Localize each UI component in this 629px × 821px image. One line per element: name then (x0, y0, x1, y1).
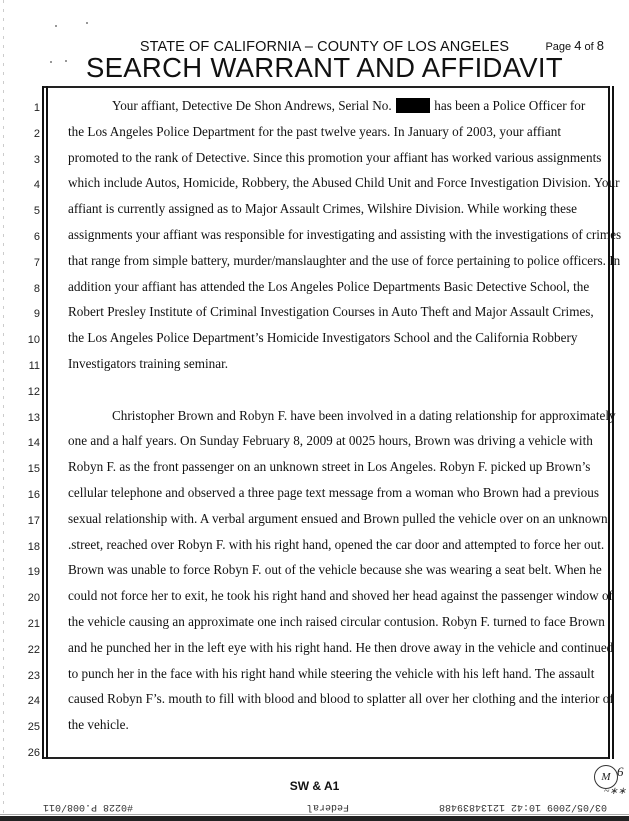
body-line: caused Robyn F’s. mouth to fill with blood and blood to splatter all over her clothing and the interior of (68, 691, 614, 707)
line-number: 19 (27, 566, 40, 579)
body-line (112, 98, 585, 114)
body-line: .street, reached over Robyn F. with his right hand, opened the car door and attempted to force her out. (68, 536, 605, 552)
line-number: 4 (33, 179, 40, 192)
redaction-box (396, 98, 430, 113)
line-number: 10 (27, 334, 40, 347)
initials-stamp: M (594, 765, 618, 789)
fax-sender: Federal (306, 801, 349, 812)
body-line: promoted to the rank of Detective. Since this promotion your affiant has worked various assignments (68, 149, 602, 165)
body-line: Robert Presley Institute of Criminal Investigation Courses in Auto Theft and Major Assault Crimes, (68, 304, 594, 320)
page-of: of (584, 41, 594, 53)
line-number: 17 (27, 514, 40, 527)
left-double-rule (42, 86, 48, 759)
line-number: 6 (33, 231, 40, 243)
body-line: to punch her in the face with his right hand while steering the vehicle with his left hand. The assault (68, 665, 595, 681)
line-number: 23 (27, 669, 40, 682)
body-line: one and a half years. On Sunday February 8, 2009 at 0025 hours, Brown was driving a vehicle with (68, 433, 593, 449)
line-number: 22 (27, 643, 40, 656)
scan-speck (50, 61, 52, 63)
body-line: Investigators training seminar. (68, 356, 229, 371)
document-subtitle: STATE OF CALIFORNIA – COUNTY OF LOS ANGELES (139, 39, 510, 55)
page-label: Page (545, 41, 572, 53)
line-number: 26 (27, 747, 40, 759)
document-title: SEARCH WARRANT AND AFFIDAVIT (86, 52, 563, 83)
body-line: addition your affiant has attended the Los Angeles Police Departments Basic Detective School, the (68, 278, 590, 294)
fax-divider (0, 814, 629, 815)
body-line: and he punched her in the left eye with his right hand. He then drove away in the vehicle and continued (68, 639, 614, 655)
body-line: could not force her to exit, he took his right hand and shoved her head against the passenger window of (68, 588, 613, 604)
body-line: cellular telephone and observed a three page text message from a woman who Brown had a previous (68, 485, 599, 500)
line-number: 24 (27, 695, 40, 708)
line-number: 2 (33, 127, 40, 140)
line-number: 15 (27, 463, 40, 476)
form-code: SW & A1 (289, 779, 340, 793)
line-text-before: Your affiant, Detective De Shon Andrews, Serial No. (112, 98, 392, 113)
page-total: 8 (596, 38, 604, 53)
line-number: 16 (27, 489, 40, 501)
line-number: 9 (33, 308, 40, 321)
line-number: 5 (33, 205, 40, 218)
line-number: 20 (27, 592, 40, 605)
body-line: assignments your affiant was responsible for investigating and assisting with the investigations of crimes (68, 227, 622, 242)
scan-speck (86, 22, 88, 24)
body-line: Brown was unable to force Robyn F. out of the vehicle because she was wearing a seat belt. When he (68, 562, 602, 578)
line-number: 21 (27, 618, 40, 630)
body-line: the Los Angeles Police Department’s Homicide Investigators School and the California Robbery (68, 330, 578, 346)
body-line: that range from simple battery, murder/manslaughter and the use of force pertaining to police officers. In (68, 252, 621, 268)
line-number: 8 (33, 282, 40, 295)
scan-speck (55, 25, 57, 27)
line-number: 25 (27, 721, 40, 734)
body-line: affiant is currently assigned as to Major Assault Crimes, Wilshire Division. While working these (68, 201, 577, 217)
page-current: 4 (574, 38, 582, 53)
page-indicator (545, 38, 604, 53)
fax-page-info: #0228 P.008/011 (42, 801, 133, 812)
line-number: 1 (33, 102, 40, 114)
scan-edge-artifact (3, 0, 4, 821)
line-number: 7 (33, 256, 40, 269)
line-text-after: has been a Police Officer for (434, 98, 586, 113)
line-number: 12 (27, 385, 40, 398)
body-line: the vehicle causing an approximate one inch raised circular contusion. Robyn F. turned to face Brown (68, 614, 605, 629)
fax-timestamp: 03/05/2009 10:42 12134839488 (438, 801, 607, 812)
handwritten-scribble: ~∗∗ (604, 786, 627, 797)
body-line: which include Autos, Homicide, Robbery, the Abused Child Unit and Force Investigation Division. Your (68, 175, 620, 191)
stamp-mark: 6 (617, 764, 624, 779)
body-line: the Los Angeles Police Department for the past twelve years. In January of 2003, your affiant (68, 123, 562, 139)
body-line: Christopher Brown and Robyn F. have been involved in a dating relationship for approximately (112, 407, 616, 423)
line-number: 11 (28, 360, 40, 372)
body-line: Robyn F. as the front passenger on an unknown street in Los Angeles. Robyn F. picked up Brown’s (68, 459, 591, 475)
line-number: 14 (27, 437, 40, 450)
line-number: 13 (27, 411, 40, 424)
fax-header-upside-down (0, 797, 629, 815)
scan-bottom-edge (0, 816, 629, 821)
scan-speck (65, 60, 67, 62)
line-number: 18 (27, 540, 40, 553)
body-line: sexual relationship with. A verbal argument ensued and Brown pulled the vehicle over on an unknown (68, 510, 608, 526)
line-number: 3 (33, 153, 40, 166)
body-line: the vehicle. (68, 717, 129, 733)
